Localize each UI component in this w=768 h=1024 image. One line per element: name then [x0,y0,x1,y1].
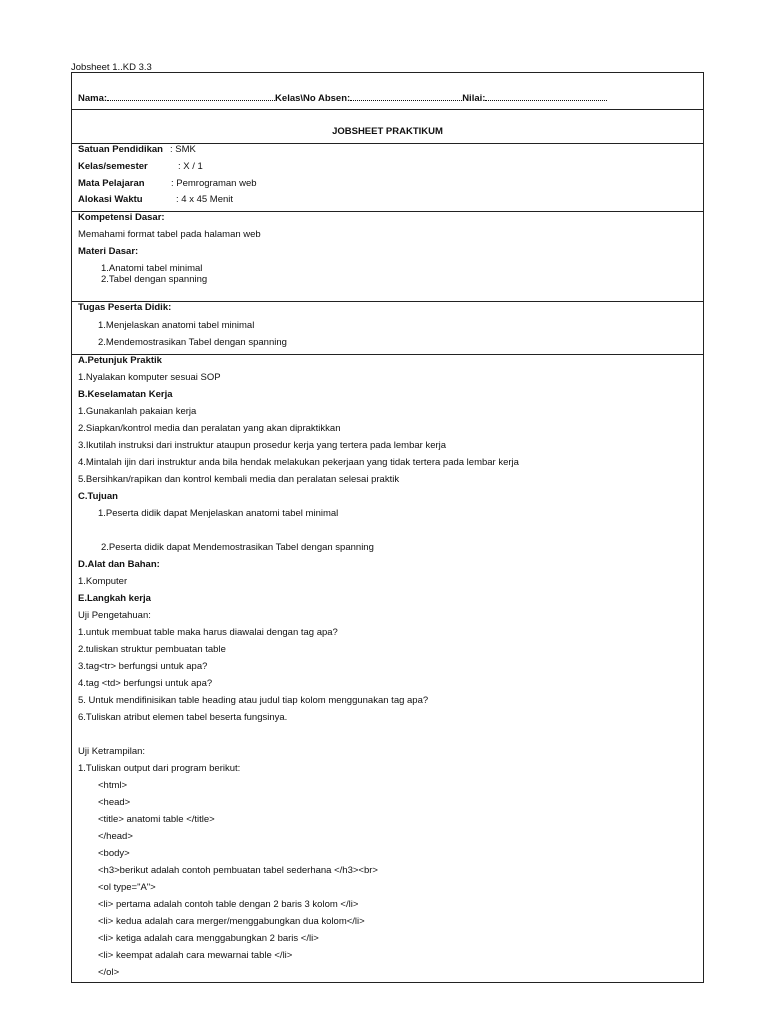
question-item: 4.tag <td> berfungsi untuk apa? [78,678,213,689]
task-item: 1.Tuliskan output dari program berikut: [78,763,241,774]
identity-row [72,73,703,110]
alat-label: D.Alat dan Bahan: [78,559,160,570]
keselamatan-item: 1.Gunakanlah pakaian kerja [78,406,197,417]
code-line: <ol type="A"> [98,882,156,893]
langkah-label: E.Langkah kerja [78,593,151,604]
info-section [72,144,703,212]
title-row [72,110,703,144]
nilai-label: Nilai: [462,93,486,104]
tugas-item: 2.Mendemostrasikan Tabel dengan spanning [98,337,287,348]
keselamatan-label: B.Keselamatan Kerja [78,389,173,400]
keselamatan-item: 5.Bersihkan/rapikan dan kontrol kembali media dan peralatan selesai praktik [78,474,400,485]
kelas-blank [350,92,462,101]
uji-keterampilan-label: Uji Ketrampilan: [78,746,146,757]
code-line: <body> [98,848,130,859]
petunjuk-item: 1.Nyalakan komputer sesuai SOP [78,372,221,383]
alokasi-label: Alokasi Waktu [78,194,143,205]
code-line: <li> kedua adalah cara merger/menggabungkan dua kolom</li> [98,916,365,927]
jobsheet-frame [71,72,704,983]
question-item: 6.Tuliskan atribut elemen tabel beserta fungsinya. [78,712,288,723]
kompetensi-text: Memahami format tabel pada halaman web [78,229,261,240]
nama-label: Nama: [78,93,108,104]
satuan-value: : SMK [170,144,196,155]
tugas-section [72,302,703,355]
mapel-label: Mata Pelajaran [78,178,145,189]
nilai-blank [485,92,607,101]
code-line: </head> [98,831,133,842]
kompetensi-label: Kompetensi Dasar: [78,212,165,223]
question-item: 1.untuk membuat table maka harus diawalai dengan tag apa? [78,627,338,638]
uji-pengetahuan-label: Uji Pengetahuan: [78,610,151,621]
keselamatan-item: 2.Siapkan/kontrol media dan peralatan yang akan dipraktikkan [78,423,341,434]
question-item: 3.tag<tr> berfungsi untuk apa? [78,661,208,672]
tujuan-item: 2.Peserta didik dapat Mendemostrasikan Tabel dengan spanning [101,542,374,553]
code-line: <li> pertama adalah contoh table dengan 2 baris 3 kolom </li> [98,899,359,910]
tugas-item: 1.Menjelaskan anatomi tabel minimal [98,320,255,331]
alat-item: 1.Komputer [78,576,128,587]
nama-blank [107,92,275,101]
code-line: <li> ketiga adalah cara menggabungkan 2 baris </li> [98,933,319,944]
code-line: <html> [98,780,128,791]
satuan-label: Satuan Pendidikan [78,144,163,155]
keselamatan-item: 4.Mintalah ijin dari instruktur anda bila hendak melakukan pekerjaan yang tidak tertera pada lembar kerja [78,457,519,468]
page-title: JOBSHEET PRAKTIKUM [332,126,443,137]
nama-field[interactable] [78,92,607,105]
code-line: <head> [98,797,131,808]
tugas-label: Tugas Peserta Didik: [78,302,172,313]
mapel-value: : Pemrograman web [171,178,257,189]
materi-item: 2.Tabel dengan spanning [101,274,208,285]
jobsheet-code: Jobsheet 1..KD 3.3 [71,62,152,73]
kelas-semester-value: : X / 1 [178,161,203,172]
kompetensi-section [72,212,703,302]
question-item: 5. Untuk mendifinisikan table heading atau judul tiap kolom menggunakan tag apa? [78,695,429,706]
code-line: <li> keempat adalah cara mewarnai table </li> [98,950,293,961]
question-item: 2.tuliskan struktur pembuatan table [78,644,226,655]
code-line: <h3>berikut adalah contoh pembuatan tabel sederhana </h3><br> [98,865,378,876]
tujuan-item: 1.Peserta didik dapat Menjelaskan anatomi tabel minimal [98,508,339,519]
kelas-label: Kelas\No Absen: [275,93,351,104]
keselamatan-item: 3.Ikutilah instruksi dari instruktur ataupun prosedur kerja yang tertera pada lembar kerja [78,440,447,451]
materi-label: Materi Dasar: [78,246,139,257]
code-line: </ol> [98,967,120,978]
main-section [72,355,703,982]
alokasi-value: : 4 x 45 Menit [176,194,234,205]
materi-item: 1.Anatomi tabel minimal [101,263,203,274]
code-line: <title> anatomi table </title> [98,814,215,825]
petunjuk-label: A.Petunjuk Praktik [78,355,162,366]
tujuan-label: C.Tujuan [78,491,118,502]
kelas-semester-label: Kelas/semester [78,161,148,172]
